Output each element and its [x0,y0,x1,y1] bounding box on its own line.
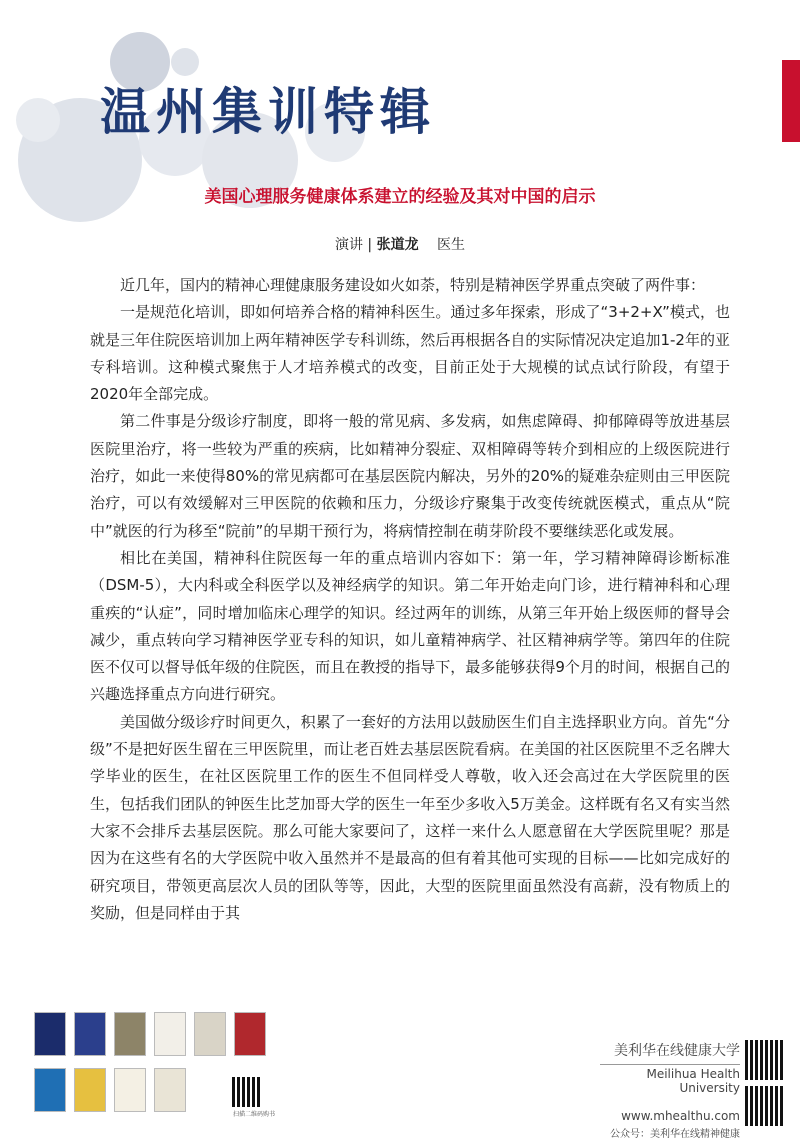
author-role: 医生 [437,237,466,253]
byline-prefix: 演讲 | [334,237,373,253]
org-name-en: Meilihua Health University [646,1067,740,1095]
article-body [90,272,730,927]
book-cover [234,1012,266,1056]
footer-divider [600,1064,740,1065]
paragraph: 近几年，国内的精神心理健康服务建设如火如荼，特别是精神医学界重点突破了两件事： [120,276,706,294]
book-cover [34,1068,66,1112]
book-cover [114,1012,146,1056]
books-caption: 扫描二维码购书 [232,1111,275,1118]
qr-code-icon [232,1077,262,1107]
paragraph: 相比在美国，精神科住院医每一年的重点培训内容如下：第一年，学习精神障碍诊断标准（DSM-5），大内科或全科医学以及神经病学的知识。第二年开始走向门诊，进行精神科和心理重疾的“认症”，同时增加临床心理学的知识。经过两年的训练，从第三年开始上级医师的督导会减少，重点转向学习精神医学亚专科的知识，如儿童精神病学、社区精神病学等。第四年的住院医不仅可以督导低年级的住院医，而且在教授的指导下，最多能够获得9个月的时间，根据自己的兴趣选择重点方向进行研究。 [90,548,730,704]
qr-code-icon [745,1040,785,1080]
author-name: 张道龙 [376,237,419,253]
book-covers [34,1012,289,1124]
book-cover [74,1012,106,1056]
byline [0,234,800,254]
wechat-account: 公众号：美利华在线精神健康 [610,1129,740,1140]
masthead-title: 温州集训特辑 [100,83,436,141]
paragraph: 一是规范化培训，即如何培养合格的精神科医生。通过多年探索，形成了“3+2+X”模式，也就是三年住院医培训加上两年精神医学专科训练，然后再根据各自的实际情况决定追加1-2年的亚专科培训。这种模式聚焦于人才培养模式的改变，目前正处于大规模的试点试行阶段，有望于2020年全部完成。 [90,303,730,404]
book-cover [74,1068,106,1112]
article-headline: 美国心理服务健康体系建立的经验及其对中国的启示 [204,187,596,207]
book-cover [194,1012,226,1056]
book-cover [154,1068,186,1112]
book-cover [34,1012,66,1056]
paragraph: 第二件事是分级诊疗制度，即将一般的常见病、多发病，如焦虑障碍、抑郁障碍等放进基层医院里治疗，将一些较为严重的疾病，比如精神分裂症、双相障碍等转介到相应的上级医院进行治疗，如此一来使得80%的常见病都可在基层医院内解决，另外的20%的疑难杂症则由三甲医院治疗，可以有效缓解对三甲医院的依赖和压力，分级诊疗聚集于改变传统就医模式，重点从“院中”就医的行为移至“院前”的早期干预行为，将病情控制在萌芽阶段不要继续恶化或发展。 [90,412,730,540]
book-cover [154,1012,186,1056]
paragraph: 美国做分级诊疗时间更久，积累了一套好的方法用以鼓励医生们自主选择职业方向。首先“分级”不是把好医生留在三甲医院里，而让老百姓去基层医院看病。在美国的社区医院里不乏名牌大学毕业的医生，在社区医院里工作的医生不但同样受人尊敬，收入还会高过在大学医院里的医生，包括我们团队的钟医生比芝加哥大学的医生一年至少多收入5万美金。这样既有名又有实当然大家不会排斥去基层医院。那么可能大家要问了，这样一来什么人愿意留在大学医院里呢？那是因为在这些有名的大学医院中收入虽然并不是最高的但有着其他可实现的目标——比如完成好的研究项目，带领更高层次人员的团队等等，因此，大型的医院里面虽然没有高薪，没有物质上的奖励，但是同样由于其 [90,712,730,922]
book-cover [114,1068,146,1112]
org-name-cn: 美利华在线健康大学 [614,1043,740,1059]
website-url[interactable]: www.mhealthu.com [621,1109,740,1123]
accent-bar [782,60,800,142]
footer-branding [600,1040,740,1140]
qr-code-icon [745,1086,785,1126]
